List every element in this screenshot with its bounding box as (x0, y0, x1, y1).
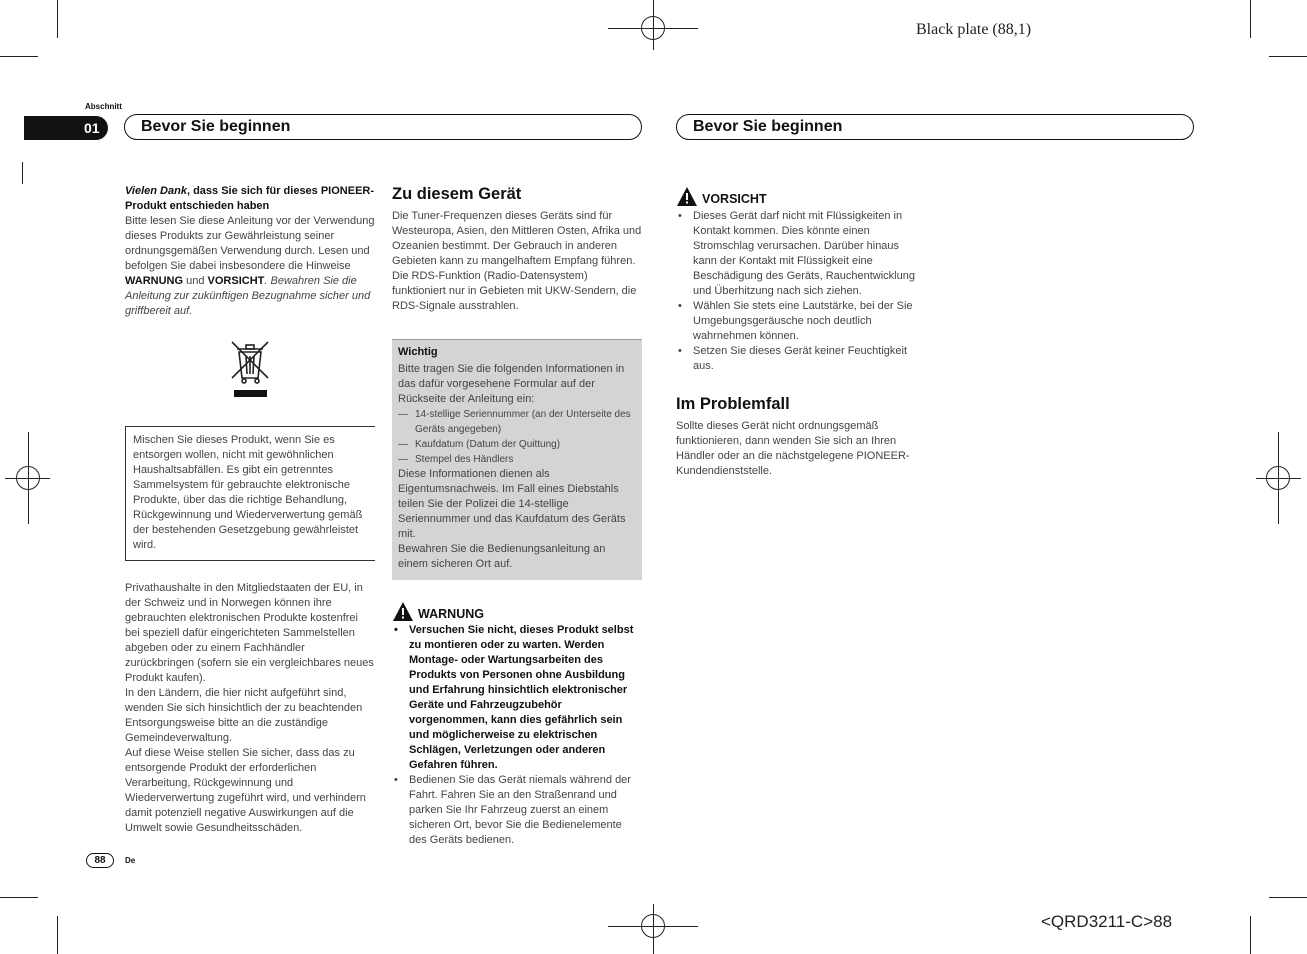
about-device-text: Die Tuner-Frequenzen dieses Geräts sind für Westeuropa, Asien, den Mittleren Osten, Afrika und Ozeanien bestimmt. Der Gebrauch in anderen Gebieten kann zu mangelhaftem Empfang führen. Die RDS-Funktion (Radio-Datensystem) funktioniert nur in Gebieten mit UKW-Sendern, die RDS-Signale ausstrahlen. (392, 210, 642, 312)
list-item: • Dieses Gerät darf nicht mit Flüssigkeiten in Kontakt kommen. Dies könnte einen Stromschlag verursachen. Darüber hinaus kann der Kontakt mit Flüssigkeit eine Beschädigung des Geräts, Rauchentwicklung und Überhitzung nach sich ziehen. (678, 210, 915, 297)
section-number-tab: 01 (24, 116, 108, 140)
section-label: Abschnitt (85, 102, 122, 111)
caution-section (676, 186, 922, 374)
crossed-out-bin-icon (229, 338, 271, 400)
caution-heading: VORSICHT (676, 186, 922, 207)
list-item: — 14-stellige Seriennummer (an der Unterseite des Geräts angegeben) (398, 409, 631, 435)
column-1 (125, 184, 375, 836)
other-countries-paragraph: In den Ländern, die hier nicht aufgeführt sind, wenden Sie sich hinsichtlich der zu beachtenden Entsorgungsweise bitte an die zuständige Gemeindeverwaltung. (125, 687, 363, 744)
list-item: • Versuchen Sie nicht, dieses Produkt selbst zu montieren oder zu warten. Werden Montage- oder Wartungsarbeiten des Produkts von Personen ohne Ausbildung und Erfahrung hinsichtlich elektronischer Geräte und Fahrzeugzubehör vorgenommen, kann dies gefährlich sein und möglicherweise zu elektrischen Schlägen, Verletzungen oder anderen Gefahren führen. (394, 624, 634, 771)
about-device-heading: Zu diesem Gerät (392, 185, 522, 203)
list-item: — Kaufdatum (Datum der Quittung) (398, 439, 561, 450)
intro-paragraph: Bitte lesen Sie diese Anleitung vor der Verwendung dieses Produkts zur Gewährleistung seiner ordnungsgemäßen Verwendung durch. Lesen und befolgen Sie dabei insbesondere die Hinweise WARNUNG und VORSICHT. Bewahren Sie die Anleitung zur zukünftigen Bezugnahme sicher und griffbereit auf. (125, 215, 375, 317)
important-title: Wichtig (398, 346, 438, 358)
margin-rule (22, 162, 23, 184)
list-item: • Bedienen Sie das Gerät niemals während der Fahrt. Fahren Sie an den Straßenrand und parken Sie Ihr Fahrzeug zuerst an einem sicheren Ort, bevor Sie die Bedienelemente des Geräts bedienen. (394, 774, 631, 846)
eu-disposal-paragraph: Privathaushalte in den Mitgliedstaaten der EU, in der Schweiz und in Norwegen können ihre gebrauchten elektronischen Produkte kostenfrei bei speziell dafür eingerichteten Sammelstellen abgeben oder zu einem Fachhändler zurückbringen (sofern sie ein vergleichbares neues Produkt kaufen). (125, 582, 374, 684)
page-header-left: Bevor Sie beginnen (124, 114, 642, 140)
list-item: • Setzen Sie dieses Gerät keiner Feuchtigkeit aus. (678, 345, 908, 372)
warning-heading: WARNUNG (392, 601, 642, 622)
warning-section (392, 601, 642, 848)
intro-heading: Vielen Dank, dass Sie sich für dieses PIONEER-Produkt entschieden haben (125, 185, 375, 212)
column-3 (676, 186, 922, 479)
language-code: De (125, 856, 136, 865)
caution-triangle-icon (676, 186, 698, 207)
page-header-right: Bevor Sie beginnen (676, 114, 1194, 140)
disposal-notice-box: Mischen Sie dieses Produkt, wenn Sie es entsorgen wollen, nicht mit gewöhnlichen Haushaltsabfällen. Es gibt ein getrenntes Sammelsystem für gebrauchte elektronische Produkte, über das die richtige Behandlung, Rückgewinnung und Wiederverwertung gemäß der bestehenden Gesetzgebung gewährleistet wird. (125, 427, 375, 561)
important-box: Wichtig Bitte tragen Sie die folgenden Informationen in das dafür vorgesehene Formular auf der Rückseite der Anleitung ein: — 14-stellige Seriennummer (an der Unterseite des Geräts angegeben) — Kaufdatum (Datum der Quittung) — Stempel des Händlers Diese Informationen dienen als Eigentumsnachweis. Im Fall eines Diebstahls teilen Sie der Polizei die 14-stellige Seriennummer und das Kaufdatum des Geräts mit. Bewahren Sie die Bedienungsanleitung an einem sicheren Ort auf. (392, 339, 642, 580)
column-2 (392, 184, 642, 848)
troubleshooting-heading: Im Problemfall (676, 395, 790, 413)
list-item: — Stempel des Händlers (398, 454, 514, 465)
page-number: 88 (86, 853, 114, 868)
result-paragraph: Auf diese Weise stellen Sie sicher, dass das zu entsorgende Produkt der erforderlichen Verarbeitung, Rückgewinnung und Wiederverwertung zugeführt wird, und verhindern damit potenziell negative Auswirkungen auf die Umwelt sowie Gesundheitsschäden. (125, 747, 366, 834)
warning-triangle-icon (392, 601, 414, 622)
document-code: <QRD3211-C>88 (1041, 912, 1173, 931)
list-item: • Wählen Sie stets eine Lautstärke, bei der Sie Umgebungsgeräusche noch deutlich wahrnehmen können. (678, 300, 913, 342)
plate-label: Black plate (88,1) (916, 21, 1032, 38)
troubleshooting-text: Sollte dieses Gerät nicht ordnungsgemäß funktionieren, dann wenden Sie sich an Ihren Händler oder an die nächstgelegene PIONEER-Kundendienststelle. (676, 420, 910, 477)
